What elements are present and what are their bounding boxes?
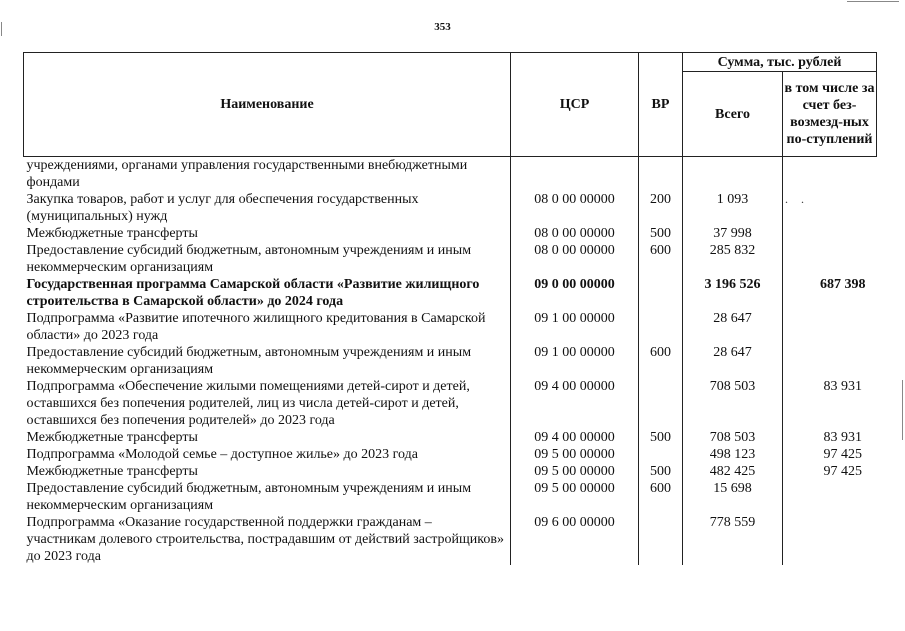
table-body [24,157,877,566]
header-total: Всего [683,72,783,157]
row-total: 285 832 [683,242,783,276]
row-vr [639,514,683,565]
row-free [783,225,877,242]
row-csr [511,157,639,192]
table-row [24,310,877,344]
row-total: 1 093 [683,191,783,225]
scan-mark-right [902,380,903,440]
table-row [24,446,877,463]
row-free [783,242,877,276]
row-total: 708 503 [683,429,783,446]
table-row [24,378,877,429]
header-incl-free: в том числе за счет без-возмезд-ных по-ступлений [783,72,877,157]
row-vr: 600 [639,242,683,276]
row-vr [639,446,683,463]
row-free [783,514,877,565]
row-csr: 09 5 00 00000 [511,480,639,514]
budget-table [23,52,877,565]
row-vr [639,276,683,310]
table-row [24,225,877,242]
table-row [24,429,877,446]
header-sum-group: Сумма, тыс. рублей [683,53,877,72]
row-vr: 600 [639,480,683,514]
row-name: Предоставление субсидий бюджетным, автономным учреждениям и иным некоммерческим организациям [24,242,511,276]
row-vr: 600 [639,344,683,378]
row-total: 778 559 [683,514,783,565]
row-free: 83 931 [823,379,862,394]
row-vr: 200 [639,191,683,225]
row-total [683,157,783,192]
row-name: Подпрограмма «Развитие ипотечного жилищного кредитования в Самарской области» до 2023 года [24,310,511,344]
table-row [24,191,877,225]
row-free: 97 425 [823,464,862,479]
row-free [783,480,877,514]
row-csr: 09 5 00 00000 [511,446,639,463]
row-name: Межбюджетные трансферты [24,463,511,480]
row-total: 28 647 [683,310,783,344]
row-name: Подпрограмма «Оказание государственной поддержки гражданам – участникам долевого строительства, пострадавшим от действий застройщиков» до 2023 года [24,514,511,565]
header-csr: ЦСР [511,53,639,157]
table-row [24,344,877,378]
row-vr: 500 [639,225,683,242]
row-vr [639,310,683,344]
row-csr: 08 0 00 00000 [511,242,639,276]
row-csr: 08 0 00 00000 [511,225,639,242]
row-csr: 09 1 00 00000 [511,344,639,378]
header-vr: ВР [639,53,683,157]
row-free: 97 425 [823,447,862,462]
row-csr: 09 0 00 00000 [511,276,639,310]
row-name: Государственная программа Самарской области «Развитие жилищного строительства в Самарской области» до 2024 года [24,276,511,310]
row-csr: 09 6 00 00000 [511,514,639,565]
row-vr [639,157,683,192]
row-name: Подпрограмма «Обеспечение жилыми помещениями детей-сирот и детей, оставшихся без попечения родителей, лиц из числа детей-сирот и детей, оставшихся без попечения родителей» до 2023 года [24,378,511,429]
table-header [24,53,877,157]
row-total: 708 503 [683,378,783,429]
row-name: Межбюджетные трансферты [24,225,511,242]
table-row [24,514,877,565]
row-free [783,157,877,192]
table-row [24,480,877,514]
table-row [24,157,877,192]
row-total: 28 647 [683,344,783,378]
row-total: 15 698 [683,480,783,514]
row-name: Межбюджетные трансферты [24,429,511,446]
scan-dots: . . [785,192,809,206]
row-total: 37 998 [683,225,783,242]
row-total: 482 425 [683,463,783,480]
row-csr: 09 4 00 00000 [511,378,639,429]
row-csr: 09 5 00 00000 [511,463,639,480]
row-free [783,310,877,344]
row-name: Предоставление субсидий бюджетным, автономным учреждениям и иным некоммерческим организациям [24,344,511,378]
row-vr [639,378,683,429]
row-vr: 500 [639,429,683,446]
row-name: Подпрограмма «Молодой семье – доступное жилье» до 2023 года [24,446,511,463]
row-free: 83 931 [823,430,862,445]
row-name: учреждениями, органами управления государственными внебюджетными фондами [24,157,511,192]
row-csr: 09 4 00 00000 [511,429,639,446]
row-name: Закупка товаров, работ и услуг для обеспечения государственных (муниципальных) нужд [24,191,511,225]
row-free: 687 398 [820,277,866,292]
table-row [24,276,877,310]
table-row [24,242,877,276]
scan-mark-top-right [847,1,899,2]
row-csr: 08 0 00 00000 [511,191,639,225]
row-free [783,344,877,378]
row-name: Предоставление субсидий бюджетным, автономным учреждениям и иным некоммерческим организациям [24,480,511,514]
header-name: Наименование [24,53,511,157]
row-total: 3 196 526 [683,276,783,310]
row-total: 498 123 [683,446,783,463]
table-row [24,463,877,480]
page-number: 353 [434,21,451,33]
row-vr: 500 [639,463,683,480]
row-csr: 09 1 00 00000 [511,310,639,344]
